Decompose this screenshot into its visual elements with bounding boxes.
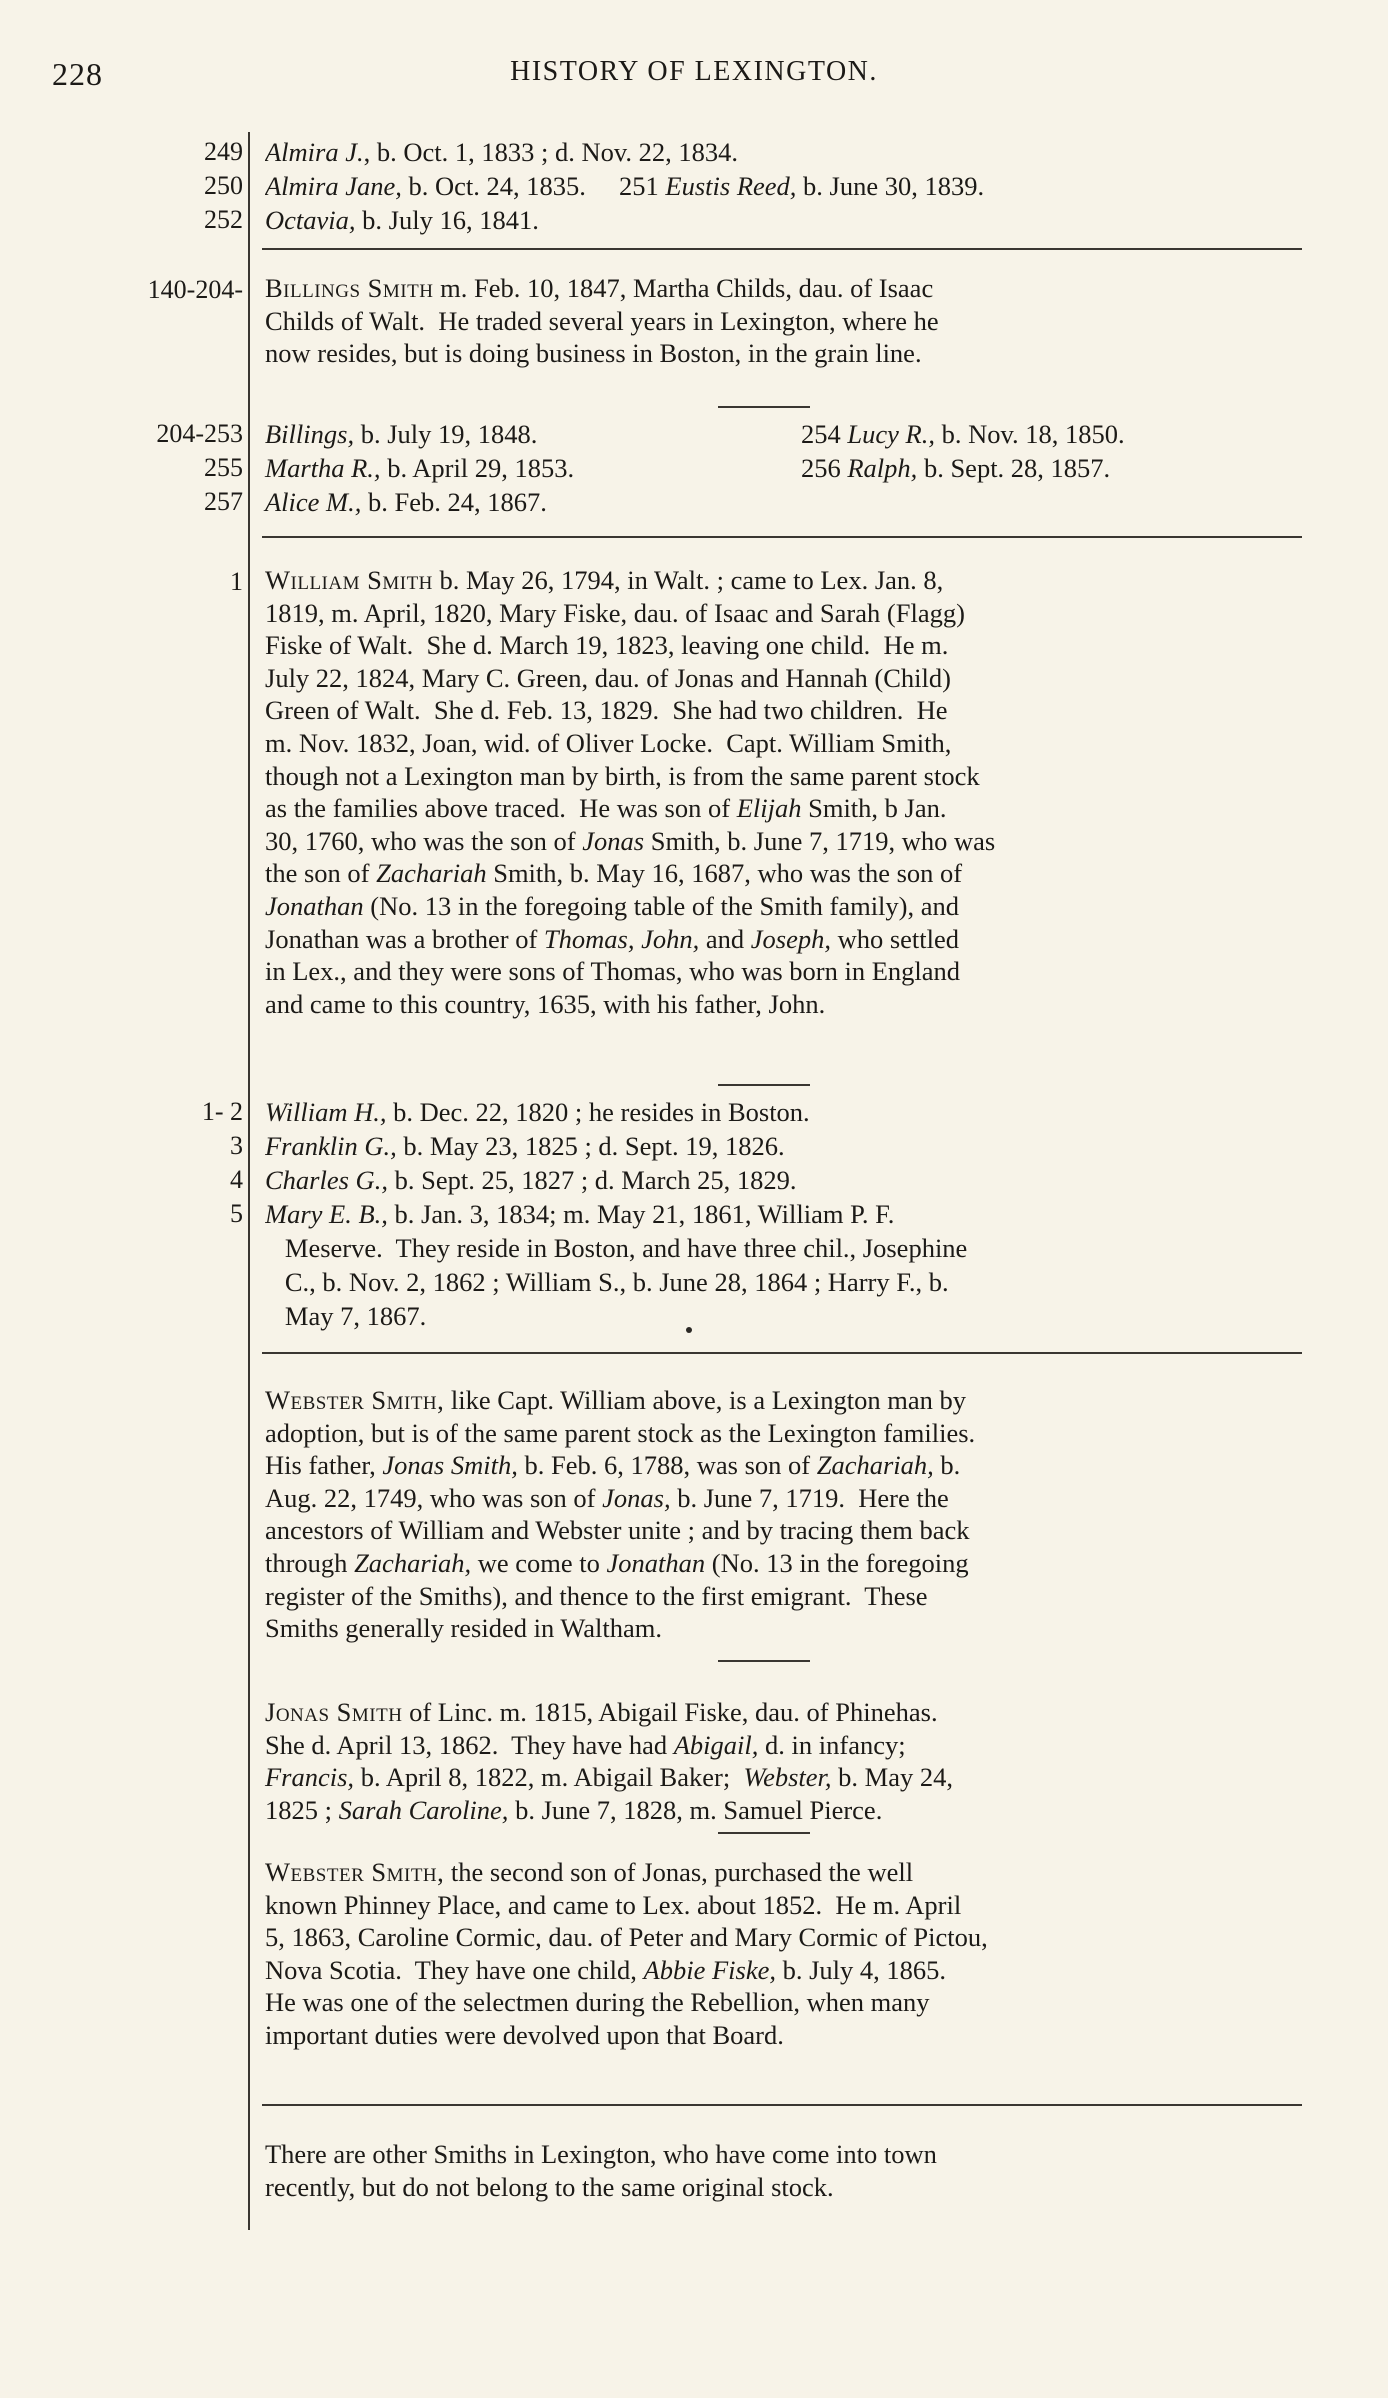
text-run: Smith, b. June 7, 1719, who was (644, 825, 996, 856)
text-run: b. July 19, 1848. (354, 419, 538, 449)
text-run: and came to this country, 1635, with his father, John. (265, 988, 826, 1019)
entry-line (265, 1196, 1325, 1232)
text-run: C., b. Nov. 2, 1862 ; William S., b. June 28, 1864 ; Harry F., b. (265, 1267, 949, 1297)
italic-name: Abigail, (673, 1729, 759, 1760)
person-name: Jonas Smith (265, 1697, 403, 1727)
paragraph-line (265, 1921, 1327, 1954)
text-run: Smith, b. May 16, 1687, who was the son of (486, 858, 963, 889)
register-number: 250 (204, 171, 243, 200)
entry-line (265, 1230, 1325, 1266)
text-run: b. Jan. 3, 1834; m. May 21, 1861, William P. F. (387, 1199, 895, 1229)
register-number: 255 (204, 453, 243, 482)
text-run: Green of Walt. She d. Feb. 13, 1829. She had two children. He (265, 695, 948, 726)
text-run: who settled (830, 923, 960, 954)
person-name: Billings Smith (265, 273, 434, 303)
text-run: b. June 7, 1828, m. Samuel Pierce. (508, 1794, 883, 1825)
entry-line (265, 202, 1325, 238)
paragraph-line (265, 305, 1327, 338)
text-run: through (265, 1547, 355, 1578)
paragraph-line (265, 825, 1327, 858)
section-divider (262, 536, 1302, 538)
paragraph-line (265, 1547, 1327, 1580)
entry-line (265, 1298, 1325, 1334)
italic-name: Lucy R., (847, 419, 935, 449)
entry-line (265, 1264, 1325, 1300)
running-head: HISTORY OF LEXINGTON. (510, 56, 878, 87)
italic-name: Jonathan (606, 1547, 706, 1578)
entry-line (265, 1094, 1325, 1130)
paragraph-line (265, 1384, 1327, 1417)
text-run: like Capt. William above, is a Lexington man by (444, 1385, 966, 1415)
register-number: 257 (204, 487, 243, 516)
text-run: d. in infancy; (758, 1729, 906, 1760)
register-number: 1- 2 (201, 1097, 243, 1126)
text-run: m. Feb. 10, 1847, Martha Childs, dau. of Isaac (433, 273, 934, 303)
text-run: 1819, m. April, 1820, Mary Fiske, dau. of Isaac and Sarah (Flagg) (265, 597, 965, 628)
italic-name: Octavia, (265, 205, 356, 235)
italic-name: William H., (265, 1097, 387, 1127)
text-run: of Linc. m. 1815, Abigail Fiske, dau. of Phinehas. (402, 1697, 938, 1727)
text-run: He was one of the selectmen during the Rebellion, when many (265, 1987, 930, 2018)
paragraph-line (265, 1696, 1327, 1729)
paragraph-line (265, 629, 1327, 662)
text-run: Smiths generally resided in Waltham. (265, 1613, 663, 1644)
paragraph-line (265, 792, 1327, 825)
text-run: b. Nov. 18, 1850. (934, 419, 1125, 449)
italic-name: Eustis Reed, (665, 171, 797, 201)
italic-name: Zachariah (376, 858, 487, 889)
paragraph-line (265, 955, 1327, 988)
text-run: 1825 ; (265, 1794, 339, 1825)
paragraph-line (265, 1482, 1327, 1515)
text-run: register of the Smiths), and thence to the first emigrant. These (265, 1580, 928, 1611)
text-run: b. May 24, (831, 1762, 953, 1793)
section-divider (262, 248, 1302, 250)
text-run: 5, 1863, Caroline Cormic, dau. of Peter and Mary Cormic of Pictou, (265, 1922, 988, 1953)
paragraph-line (265, 1514, 1327, 1547)
text-run: 256 (801, 453, 848, 483)
paragraph-line (265, 1612, 1327, 1645)
italic-name: Joseph, (750, 923, 831, 954)
italic-name: Billings, (265, 419, 355, 449)
biography-paragraph (265, 1696, 1327, 1826)
text-run: adoption, but is of the same parent stock as the Lexington families. (265, 1417, 976, 1448)
text-run: Aug. 22, 1749, who was son of (265, 1482, 603, 1513)
text-run: m. Nov. 1832, Joan, wid. of Oliver Locke. Capt. William Smith, (265, 727, 952, 758)
text-run: Meserve. They reside in Boston, and have three chil., Josephine (265, 1233, 968, 1263)
text-run: known Phinney Place, and came to Lex. about 1852. He m. April (265, 1889, 962, 1920)
text-run: , b. Oct. 1, 1833 ; d. Nov. 22, 1834. (363, 137, 739, 167)
text-run: (No. 13 in the foregoing table of the Smith family), and (363, 890, 960, 921)
register-number: 4 (230, 1165, 243, 1194)
children-row (265, 416, 1325, 452)
register-number: 1 (230, 567, 243, 596)
paragraph-line (265, 564, 1327, 597)
register-number: 5 (230, 1199, 243, 1228)
text-run: May 7, 1867. (265, 1301, 427, 1331)
short-divider (718, 1832, 810, 1834)
paragraph-line (265, 1761, 1327, 1794)
text-run: as the families above traced. He was son of (265, 793, 737, 824)
child-entry (801, 450, 1110, 486)
text-run: His father, (265, 1450, 383, 1481)
text-run: ancestors of William and Webster unite ; and by tracing them back (265, 1515, 970, 1546)
text-run: the son of (265, 858, 377, 889)
italic-name: Charles G., (265, 1165, 388, 1195)
paragraph-line (265, 1954, 1327, 1987)
text-run: July 22, 1824, Mary C. Green, dau. of Jonas and Hannah (Child) (265, 662, 951, 693)
text-run: b. Sept. 28, 1857. (917, 453, 1111, 483)
text-run: b. May 26, 1794, in Walt. ; came to Lex. Jan. 8, (432, 565, 944, 595)
text-run: b. May 23, 1825 ; d. Sept. 19, 1826. (396, 1131, 785, 1161)
text-run: Nova Scotia. They have one child, (265, 1954, 644, 1985)
text-run: b. April 8, 1822, m. Abigail Baker; (354, 1762, 744, 1793)
paragraph-line (265, 2138, 1327, 2171)
paragraph-line (265, 890, 1327, 923)
paragraph-line (265, 1986, 1327, 2019)
text-run: we come to (471, 1547, 607, 1578)
italic-name: Almira J. (265, 137, 364, 167)
text-run: b. Feb. 6, 1788, was son of (517, 1450, 817, 1481)
italic-name: Thomas, John, (543, 923, 700, 954)
child-entry (265, 484, 547, 520)
text-run: 30, 1760, who was the son of (265, 825, 583, 856)
italic-name: Elijah (736, 793, 802, 824)
italic-name: Jonathan (265, 890, 364, 921)
text-run: now resides, but is doing business in Boston, in the grain line. (265, 338, 922, 369)
text-run: b. July 4, 1865. (775, 1954, 947, 1985)
paragraph-line (265, 760, 1327, 793)
text-run: important duties were devolved upon that Board. (265, 2019, 784, 2050)
short-divider (718, 1660, 810, 1662)
paragraph-line (265, 597, 1327, 630)
person-name: William Smith (265, 565, 433, 595)
person-name: Webster Smith, (265, 1385, 445, 1415)
entry-line (265, 168, 1325, 204)
paragraph-line (265, 694, 1327, 727)
entry-line (265, 1128, 1325, 1164)
italic-name: Jonas (582, 825, 645, 856)
text-run: There are other Smiths in Lexington, who have come into town (265, 2139, 937, 2169)
text-run: in Lex., and they were sons of Thomas, who was born in England (265, 956, 961, 987)
child-entry (801, 416, 1125, 452)
paragraph-line (265, 272, 1327, 305)
paragraph-line (265, 1794, 1327, 1827)
biography-paragraph (265, 564, 1327, 1020)
paragraph-line (265, 2019, 1327, 2052)
italic-name: Franklin G., (265, 1131, 397, 1161)
text-run: b. April 29, 1853. (380, 453, 575, 483)
text-run: (No. 13 in the foregoing (705, 1547, 969, 1578)
paragraph-line (265, 662, 1327, 695)
page-number: 228 (52, 56, 103, 92)
italic-name: Jonas Smith, (382, 1450, 518, 1481)
paragraph-line (265, 857, 1327, 890)
child-entry (265, 416, 537, 452)
short-divider (718, 406, 810, 408)
paragraph-line (265, 727, 1327, 760)
paragraph-line (265, 1417, 1327, 1450)
biography-paragraph (265, 1384, 1327, 1645)
text-run: b. Feb. 24, 1867. (361, 487, 547, 517)
italic-name: Abbie Fiske, (643, 1954, 776, 1985)
register-number: 249 (204, 137, 243, 166)
closing-note (265, 2138, 1327, 2203)
italic-name: Zachariah, (816, 1450, 934, 1481)
text-run: Fiske of Walt. She d. March 19, 1823, leaving one child. He m. (265, 630, 949, 661)
paragraph-line (265, 1889, 1327, 1922)
entry-line (265, 1162, 1325, 1198)
paragraph-line (265, 988, 1327, 1021)
paragraph-line (265, 1449, 1327, 1482)
text-run: the second son of Jonas, purchased the well (444, 1857, 914, 1887)
section-divider (262, 1352, 1302, 1354)
text-run: Smith, b Jan. (801, 793, 947, 824)
italic-name: Jonas, (602, 1482, 671, 1513)
paragraph-line (265, 1580, 1327, 1613)
person-name: Webster Smith, (265, 1857, 445, 1887)
biography-paragraph (265, 1856, 1327, 2052)
italic-name: Webster, (743, 1762, 832, 1793)
children-row (265, 450, 1325, 486)
section-divider (262, 2104, 1302, 2106)
short-divider (718, 1084, 810, 1086)
print-mark (686, 1327, 692, 1333)
child-entry (265, 450, 574, 486)
text-run: b. Oct. 24, 1835. 251 (401, 171, 666, 201)
register-number: 252 (204, 205, 243, 234)
text-run: recently, but do not belong to the same original stock. (265, 2171, 834, 2202)
italic-name: Almira Jane, (265, 171, 402, 201)
register-number: 140-204- (147, 275, 243, 304)
italic-name: Alice M., (265, 487, 362, 517)
italic-name: Mary E. B., (265, 1199, 388, 1229)
italic-name: Ralph, (847, 453, 918, 483)
italic-name: Francis, (265, 1762, 355, 1793)
text-run: Childs of Walt. He traded several years in Lexington, where he (265, 305, 939, 336)
italic-name: Zachariah, (354, 1547, 472, 1578)
register-number: 3 (230, 1131, 243, 1160)
paragraph-line (265, 337, 1327, 370)
entry-line (265, 134, 1325, 170)
italic-name: Martha R., (265, 453, 381, 483)
text-run: and (699, 923, 751, 954)
text-run: 254 (801, 419, 848, 449)
paragraph-line (265, 1729, 1327, 1762)
text-run: Jonathan was a brother of (265, 923, 544, 954)
text-run: b. June 30, 1839. (796, 171, 985, 201)
text-run: b. July 16, 1841. (355, 205, 539, 235)
italic-name: Sarah Caroline, (338, 1794, 509, 1825)
text-run: b. (933, 1450, 961, 1481)
text-run: b. June 7, 1719. Here the (670, 1482, 949, 1513)
children-row (265, 484, 1325, 520)
register-number: 204-253 (156, 419, 243, 448)
paragraph-line (265, 2171, 1327, 2204)
paragraph-line (265, 923, 1327, 956)
paragraph-line (265, 1856, 1327, 1889)
biography-paragraph (265, 272, 1327, 370)
text-run: though not a Lexington man by birth, is from the same parent stock (265, 760, 980, 791)
text-run: b. Sept. 25, 1827 ; d. March 25, 1829. (387, 1165, 797, 1195)
text-run: b. Dec. 22, 1820 ; he resides in Boston. (386, 1097, 810, 1127)
text-run: She d. April 13, 1862. They have had (265, 1729, 674, 1760)
page-header (0, 56, 1388, 100)
